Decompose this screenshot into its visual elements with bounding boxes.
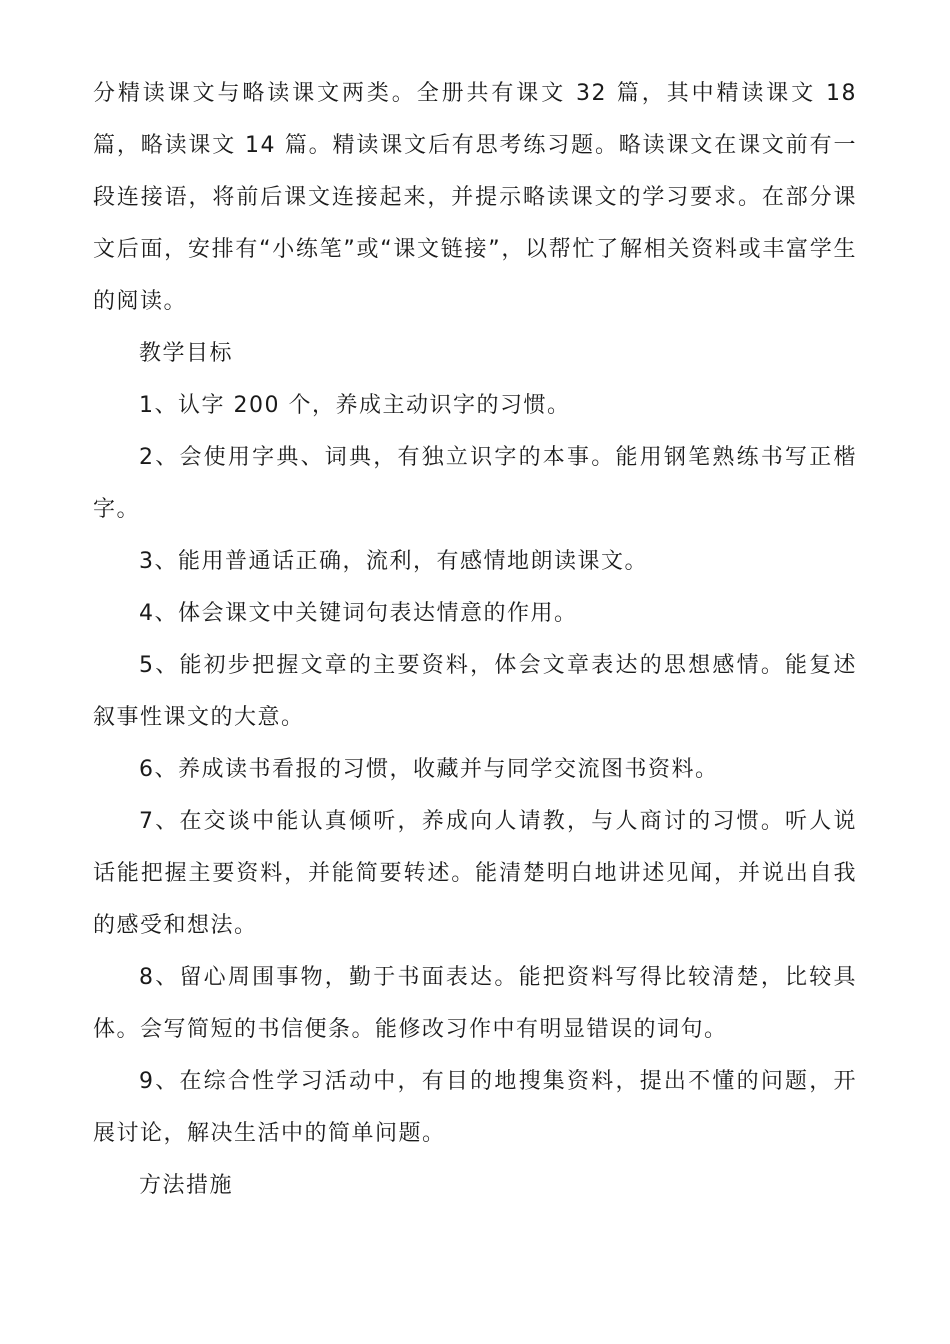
goal-item-4: 4、体会课文中关键词句表达情意的作用。 [139,601,578,626]
goal-item-2: 2、会使用字典、词典，有独立识字的本事。能用钢笔熟练书写正楷字。 [93,445,857,522]
goal-item-6: 6、养成读书看报的习惯，收藏并与同学交流图书资料。 [139,757,719,782]
section-heading-goals: 教学目标 [139,341,234,366]
goal-item-5: 5、能初步把握文章的主要资料，体会文章表达的思想感情。能复述叙事性课文的大意。 [93,653,857,730]
goal-item-9: 9、在综合性学习活动中，有目的地搜集资料，提出不懂的问题，开展讨论，解决生活中的简单问题。 [93,1069,857,1146]
goal-item-3: 3、能用普通话正确，流利，有感情地朗读课文。 [139,549,648,574]
intro-paragraph: 分精读课文与略读课文两类。全册共有课文 32 篇，其中精读课文 18 篇，略读课文 14 篇。精读课文后有思考练习题。略读课文在课文前有一段连接语，将前后课文连接起来，并提示略读课文的学习要求。在部分课文后面，安排有“小练笔”或“课文链接”，以帮忙了解相关资料或丰富学生的阅读。 [93,81,857,314]
document-page [93,68,857,1212]
goal-item-7: 7、在交谈中能认真倾听，养成向人请教，与人商讨的习惯。听人说话能把握主要资料，并能简要转述。能清楚明白地讲述见闻，并说出自我的感受和想法。 [93,809,857,938]
goal-item-8: 8、留心周围事物，勤于书面表达。能把资料写得比较清楚，比较具体。会写简短的书信便条。能修改习作中有明显错误的词句。 [93,965,857,1042]
section-heading-methods: 方法措施 [139,1173,234,1198]
goal-item-1: 1、认字 200 个，养成主动识字的习惯。 [139,393,571,418]
